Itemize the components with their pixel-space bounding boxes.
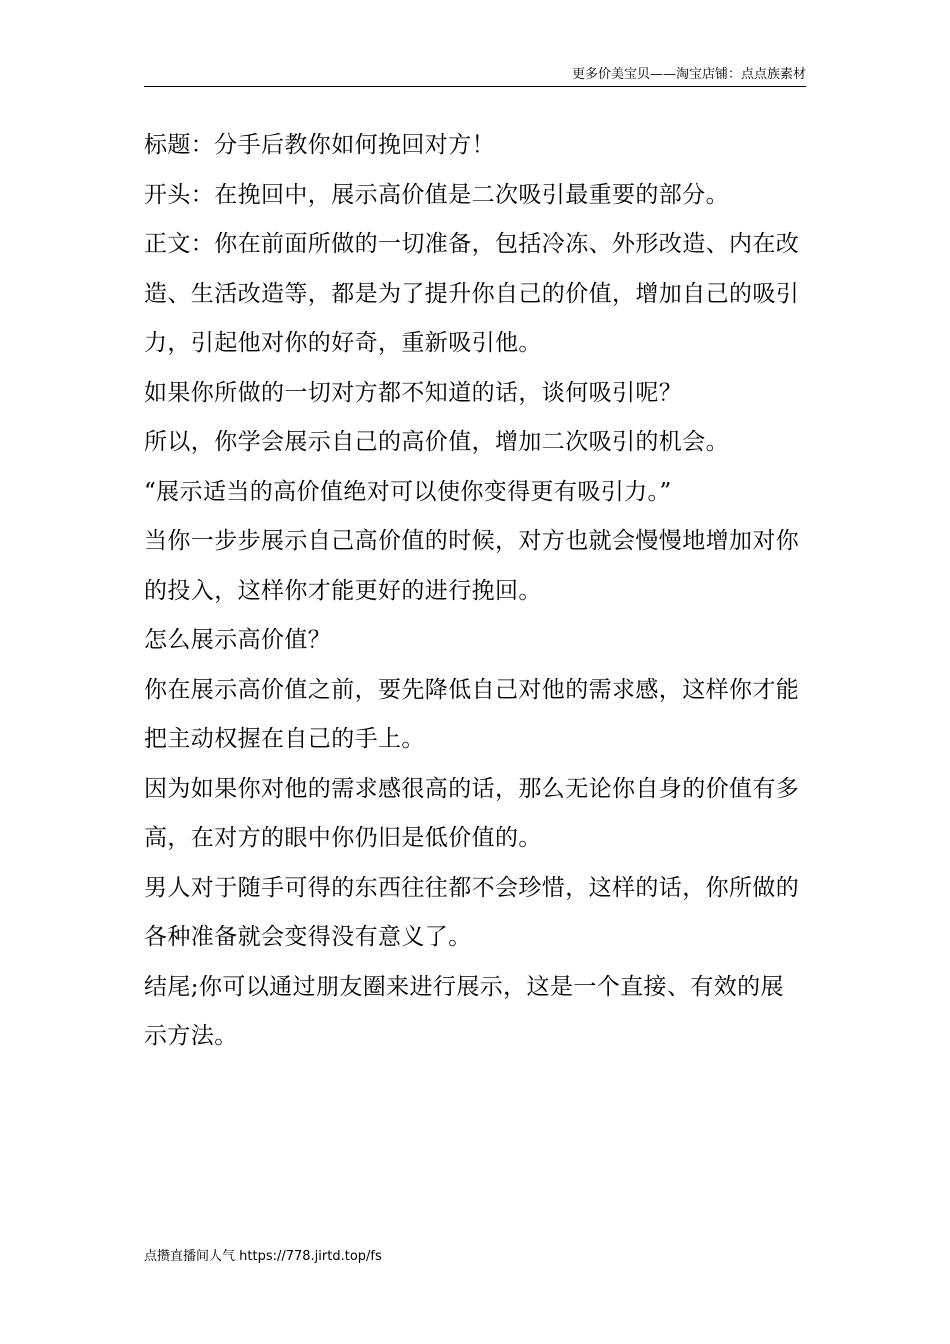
paragraph-title: 标题：分手后教你如何挽回对方！ xyxy=(144,132,495,158)
paragraph-main-3: 所以，你学会展示自己的高价值，增加二次吸引的机会。 xyxy=(144,429,729,455)
paragraph-main-7: 男人对于随手可得的东西往往都不会珍惜，这样的话，你所做的各种准备就会变得没有意义了。 xyxy=(144,874,800,950)
paragraph-main-6: 因为如果你对他的需求感很高的话，那么无论你自身的价值有多高，在对方的眼中你仍旧是低价值的。 xyxy=(144,775,800,851)
paragraph-subheading: 怎么展示高价值？ xyxy=(144,627,332,653)
paragraph-main-1: 正文：你在前面所做的一切准备，包括冷冻、外形改造、内在改造、生活改造等，都是为了提升你自己的价值，增加自己的吸引力，引起他对你的好奇，重新吸引他。 xyxy=(144,231,800,356)
paragraph-ending: 结尾;你可以通过朋友圈来进行展示，这是一个直接、有效的展示方法。 xyxy=(144,973,784,1049)
paragraph-opening: 开头：在挽回中，展示高价值是二次吸引最重要的部分。 xyxy=(144,181,729,208)
page-header-text: 更多价美宝贝——淘宝店铺：点点族素材 xyxy=(571,67,806,82)
paragraph-main-5: 你在展示高价值之前，要先降低自己对他的需求感，这样你才能把主动权握在自己的手上。 xyxy=(144,676,800,752)
page-footer-link[interactable]: 点攒直播间人气 https://778.jirtd.top/fs xyxy=(144,1249,382,1264)
paragraph-quote: “展示适当的高价值绝对可以使你变得更有吸引力。” xyxy=(144,478,672,505)
paragraph-main-4: 当你一步步展示自己高价值的时候，对方也就会慢慢地增加对你的投入，这样你才能更好的进行挽回。 xyxy=(144,528,800,604)
header-divider xyxy=(144,86,806,87)
document-body xyxy=(144,121,806,1062)
paragraph-main-2: 如果你所做的一切对方都不知道的话，谈何吸引呢？ xyxy=(144,379,683,406)
